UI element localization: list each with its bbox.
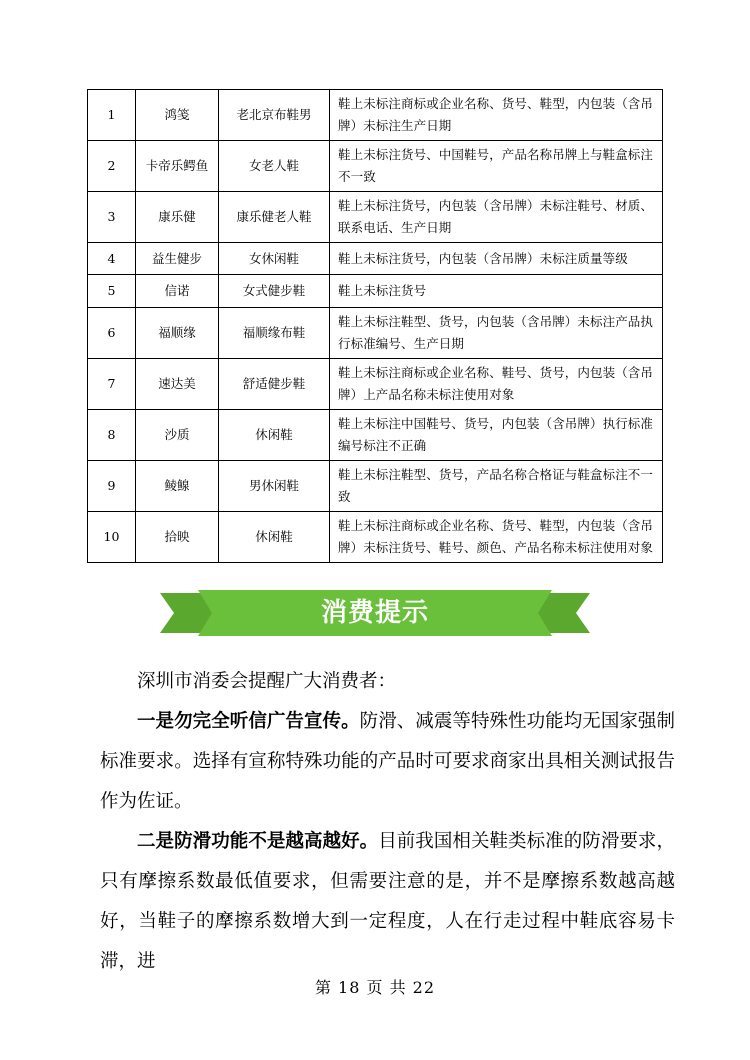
row-number: 9 (88, 461, 136, 512)
section-banner (160, 590, 590, 636)
banner-title: 消费提示 (320, 598, 429, 628)
issue-description: 鞋上未标注商标或企业名称、货号、鞋型，内包装（含吊牌）未标注货号、鞋号、颜色、产品名称未标注使用对象 (330, 512, 663, 563)
product-name: 休闲鞋 (219, 512, 330, 563)
product-name: 女休闲鞋 (219, 243, 330, 275)
page-number: 第 18 页 共 22 (314, 978, 436, 997)
issue-description: 鞋上未标注商标或企业名称、货号、鞋型，内包装（含吊牌）未标注生产日期 (330, 90, 663, 141)
brand-name: 拾映 (136, 512, 219, 563)
issue-description: 鞋上未标注货号 (330, 275, 663, 308)
brand-name: 沙质 (136, 410, 219, 461)
brand-name: 信诺 (136, 275, 219, 308)
product-name: 男休闲鞋 (219, 461, 330, 512)
issue-description: 鞋上未标注货号、中国鞋号，产品名称吊牌上与鞋盒标注不一致 (330, 141, 663, 192)
issue-description: 鞋上未标注货号，内包装（含吊牌）未标注鞋号、材质、联系电话、生产日期 (330, 192, 663, 243)
product-name: 福顺缘布鞋 (219, 308, 330, 359)
issue-description: 鞋上未标注货号，内包装（含吊牌）未标注质量等级 (330, 243, 663, 275)
table-row (88, 308, 663, 359)
table-row (88, 192, 663, 243)
product-name: 女式健步鞋 (219, 275, 330, 308)
brand-name: 卡帝乐鳄鱼 (136, 141, 219, 192)
tip-paragraph-1 (100, 702, 675, 822)
tips-intro: 深圳市消委会提醒广大消费者： (137, 671, 397, 692)
product-name: 休闲鞋 (219, 410, 330, 461)
brand-name: 鸿笺 (136, 90, 219, 141)
issue-description: 鞋上未标注鞋型、货号，内包装（含吊牌）未标注产品执行标准编号、生产日期 (330, 308, 663, 359)
tip-1-heading: 一是勿完全听信广告宣传。 (137, 711, 360, 732)
table-row (88, 275, 663, 308)
consumer-tips (100, 662, 675, 982)
product-name: 康乐健老人鞋 (219, 192, 330, 243)
row-number: 1 (88, 90, 136, 141)
row-number: 7 (88, 359, 136, 410)
noncompliant-shoes-table (87, 89, 663, 563)
issue-description: 鞋上未标注商标或企业名称、鞋号、货号，内包装（含吊牌）上产品名称未标注使用对象 (330, 359, 663, 410)
tip-paragraph-2 (100, 822, 675, 982)
row-number: 2 (88, 141, 136, 192)
table-row (88, 410, 663, 461)
table-row (88, 141, 663, 192)
product-name: 老北京布鞋男 (219, 90, 330, 141)
brand-name: 福顺缘 (136, 308, 219, 359)
product-name: 女老人鞋 (219, 141, 330, 192)
row-number: 8 (88, 410, 136, 461)
issue-description: 鞋上未标注中国鞋号、货号，内包装（含吊牌）执行标准编号标注不正确 (330, 410, 663, 461)
brand-name: 益生健步 (136, 243, 219, 275)
brand-name: 鲮鳈 (136, 461, 219, 512)
row-number: 4 (88, 243, 136, 275)
row-number: 5 (88, 275, 136, 308)
tip-1-text: 防滑、减震等特殊性功能均无国家强制标准要求。选择有宣称特殊功能的产品时可要求商家出具相关测试报告作为佐证。 (100, 711, 675, 812)
tip-2-text: 目前我国相关鞋类标准的防滑要求，只有摩擦系数最低值要求，但需要注意的是，并不是摩擦系数越高越好，当鞋子的摩擦系数增大到一定程度，人在行走过程中鞋底容易卡滞，进 (100, 831, 675, 972)
table-row (88, 90, 663, 141)
row-number: 6 (88, 308, 136, 359)
row-number: 3 (88, 192, 136, 243)
row-number: 10 (88, 512, 136, 563)
table-row (88, 243, 663, 275)
brand-name: 速达美 (136, 359, 219, 410)
table-row (88, 461, 663, 512)
table-row (88, 359, 663, 410)
issue-description: 鞋上未标注鞋型、货号，产品名称合格证与鞋盒标注不一致 (330, 461, 663, 512)
tip-2-heading: 二是防滑功能不是越高越好。 (137, 831, 379, 852)
product-name: 舒适健步鞋 (219, 359, 330, 410)
brand-name: 康乐健 (136, 192, 219, 243)
table-body (88, 90, 663, 563)
table-row (88, 512, 663, 563)
